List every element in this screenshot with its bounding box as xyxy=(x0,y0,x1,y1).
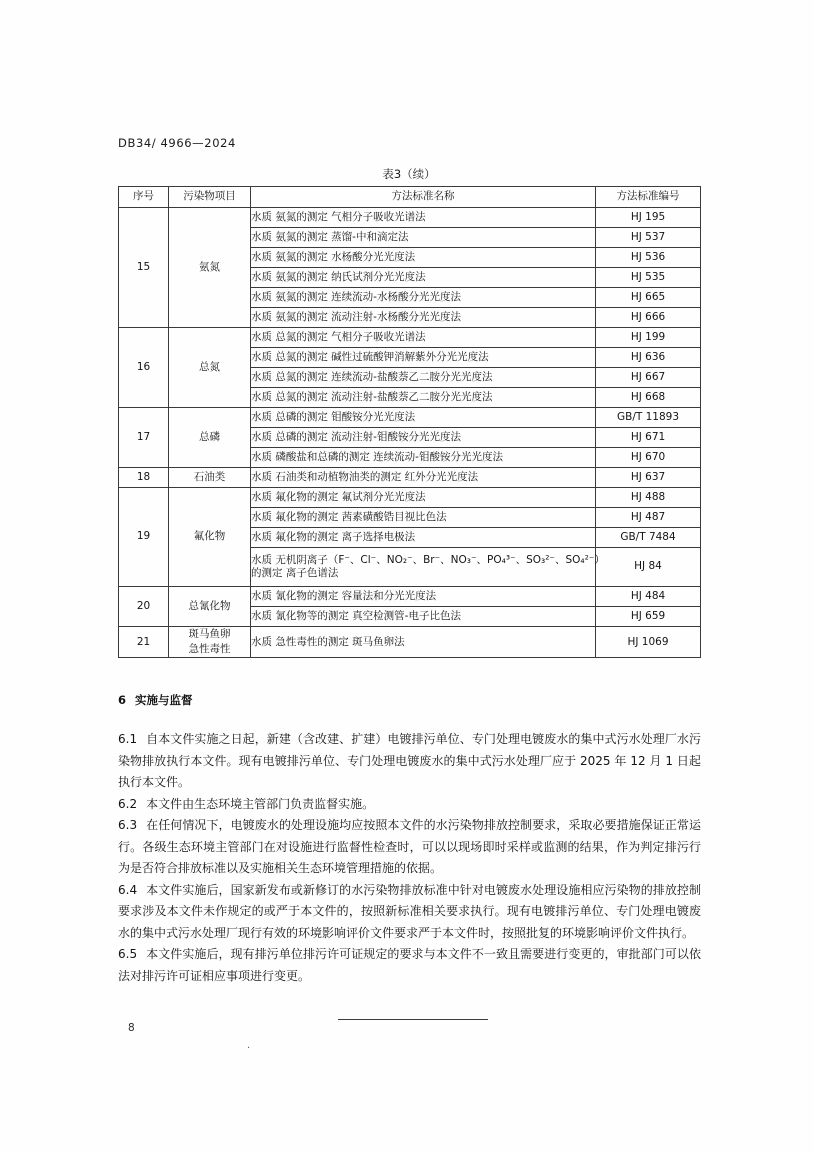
cell-method-code: HJ 84 xyxy=(596,548,701,587)
cell-method-code: HJ 536 xyxy=(596,248,701,268)
clause-text: 本文件由生态环境主管部门负责监督实施。 xyxy=(146,796,375,811)
cell-method-code: HJ 665 xyxy=(596,288,701,308)
method-standards-table xyxy=(118,186,701,658)
cell-method-name: 水质 氨氮的测定 水杨酸分光光度法 xyxy=(251,248,596,268)
page-number: 8 xyxy=(128,1022,135,1034)
table-row xyxy=(119,488,701,508)
cell-method-name: 水质 氨氮的测定 气相分子吸收光谱法 xyxy=(251,208,596,228)
clause-number: 6.5 xyxy=(118,947,138,961)
cell-method-name: 水质 石油类和动植物油类的测定 红外分光光度法 xyxy=(251,468,596,488)
clause-paragraph xyxy=(118,944,701,987)
cell-method-name: 水质 总氮的测定 碱性过硫酸钾消解紫外分光光度法 xyxy=(251,348,596,368)
clause-number: 6.2 xyxy=(118,796,138,811)
clause-paragraph xyxy=(118,880,701,945)
footer-rule xyxy=(338,1019,488,1020)
cell-method-name: 水质 氨氮的测定 纳氏试剂分光光度法 xyxy=(251,268,596,288)
clause-text: 本文件实施后，国家新发布或新修订的水污染物排放标准中针对电镀废水处理设施相应污染物的排放控制要求涉及本文件未作规定的或严于本文件的，按照新标准相关要求执行。现有电镀排污单位、专门处理电镀废水的集中式污水处理厂现行有效的环境影响评价文件要求严于本文件时，按照批复的环境影响评价文件执行。 xyxy=(118,882,701,940)
clause-text: 自本文件实施之日起，新建（含改建、扩建）电镀排污单位、专门处理电镀废水的集中式污水处理厂水污染物排放执行本文件。现有电镀排污单位、专门处理电镀废水的集中式污水处理厂应于 2025 年 12 月 1 日起执行本文件。 xyxy=(118,732,701,789)
cell-method-code: HJ 637 xyxy=(596,468,701,488)
table-header-row xyxy=(119,187,701,208)
cell-method-code: HJ 535 xyxy=(596,268,701,288)
column-header-method-code: 方法标准编号 xyxy=(596,187,701,208)
section-title: 实施与监督 xyxy=(135,693,193,707)
cell-method-code: HJ 537 xyxy=(596,228,701,248)
cell-sequence-number: 16 xyxy=(119,328,169,408)
table-row xyxy=(119,408,701,428)
section-number: 6 xyxy=(118,693,127,707)
cell-method-name: 水质 总氮的测定 流动注射-盐酸萘乙二胺分光光度法 xyxy=(251,388,596,408)
cell-method-name: 水质 总氮的测定 连续流动-盐酸萘乙二胺分光光度法 xyxy=(251,368,596,388)
cell-method-name: 水质 氟化物的测定 氟试剂分光光度法 xyxy=(251,488,596,508)
clause-paragraph xyxy=(118,794,701,816)
cell-method-name: 水质 磷酸盐和总磷的测定 连续流动-钼酸铵分光光度法 xyxy=(251,448,596,468)
column-header-item: 污染物项目 xyxy=(169,187,251,208)
clause-paragraph xyxy=(118,729,701,794)
cell-method-name: 水质 总磷的测定 钼酸铵分光光度法 xyxy=(251,408,596,428)
cell-pollutant-item: 氟化物 xyxy=(169,488,251,587)
cell-pollutant-item: 总磷 xyxy=(169,408,251,468)
table-caption: 表3（续） xyxy=(382,167,436,181)
cell-method-name: 水质 氨氮的测定 蒸馏-中和滴定法 xyxy=(251,228,596,248)
cell-method-name xyxy=(251,548,605,587)
section-heading xyxy=(118,692,193,708)
table-row xyxy=(119,468,701,488)
cell-method-code: GB/T 7484 xyxy=(596,528,701,548)
cell-pollutant-item xyxy=(169,627,251,658)
cell-method-code: HJ 487 xyxy=(596,508,701,528)
clause-number: 6.1 xyxy=(118,732,138,746)
cell-method-name: 水质 氟化物的测定 茜素磺酸锆目视比色法 xyxy=(251,508,596,528)
cell-sequence-number: 15 xyxy=(119,208,169,328)
cell-method-name: 水质 急性毒性的测定 斑马鱼卵法 xyxy=(251,627,596,658)
running-header-standard-id: DB34/ 4966—2024 xyxy=(118,136,236,150)
cell-method-code: HJ 667 xyxy=(596,368,701,388)
section-body xyxy=(118,729,701,987)
cell-sequence-number: 21 xyxy=(119,627,169,658)
cell-method-code: HJ 1069 xyxy=(596,627,701,658)
column-header-no: 序号 xyxy=(119,187,169,208)
cell-method-code: HJ 488 xyxy=(596,488,701,508)
cell-method-name: 水质 总磷的测定 流动注射-钼酸铵分光光度法 xyxy=(251,428,596,448)
cell-method-code: HJ 668 xyxy=(596,388,701,408)
cell-sequence-number: 20 xyxy=(119,587,169,627)
clause-text: 在任何情况下，电镀废水的处理设施均应按照本文件的水污染物排放控制要求，采取必要措施保证正常运行。各级生态环境主管部门在对设施进行监督性检查时，可以以现场即时采样或监测的结果，作为判定排污行为是否符合排放标准以及实施相关生态环境管理措施的依据。 xyxy=(118,818,701,875)
cell-method-name: 水质 氟化物的测定 离子选择电极法 xyxy=(251,528,596,548)
table-row xyxy=(119,587,701,607)
cell-method-code: HJ 195 xyxy=(596,208,701,228)
cell-method-name: 水质 氨氮的测定 流动注射-水杨酸分光光度法 xyxy=(251,308,596,328)
footer-mark: . xyxy=(247,1040,251,1051)
cell-method-code: HJ 636 xyxy=(596,348,701,368)
cell-pollutant-item: 总氮 xyxy=(169,328,251,408)
cell-sequence-number: 17 xyxy=(119,408,169,468)
cell-pollutant-item: 氨氮 xyxy=(169,208,251,328)
pollutant-item-line1: 斑马鱼卵 xyxy=(188,628,231,640)
table-row xyxy=(119,328,701,348)
cell-method-code: HJ 484 xyxy=(596,587,701,607)
method-name-line2: 的测定 离子色谱法 xyxy=(251,567,339,579)
cell-method-code: HJ 666 xyxy=(596,308,701,328)
clause-text: 本文件实施后，现有排污单位排污许可证规定的要求与本文件不一致且需要进行变更的，审批部门可以依法对排污许可证相应事项进行变更。 xyxy=(118,947,701,983)
cell-method-name: 水质 氨氮的测定 连续流动-水杨酸分光光度法 xyxy=(251,288,596,308)
cell-method-name: 水质 氰化物的测定 容量法和分光光度法 xyxy=(251,587,596,607)
cell-pollutant-item: 石油类 xyxy=(169,468,251,488)
table-row xyxy=(119,208,701,228)
method-name-line1: 水质 无机阴离子（F⁻、Cl⁻、NO₂⁻、Br⁻、NO₃⁻、PO₄³⁻、SO₃²⁻、SO₄²⁻） xyxy=(251,553,605,566)
cell-method-code: HJ 671 xyxy=(596,428,701,448)
cell-method-code: HJ 199 xyxy=(596,328,701,348)
pollutant-item-line2: 急性毒性 xyxy=(188,643,231,656)
clause-paragraph xyxy=(118,815,701,880)
cell-method-name: 水质 氰化物等的测定 真空检测管-电子比色法 xyxy=(251,607,596,627)
cell-method-code: GB/T 11893 xyxy=(596,408,701,428)
clause-number: 6.3 xyxy=(118,818,138,832)
cell-pollutant-item: 总氰化物 xyxy=(169,587,251,627)
clause-number: 6.4 xyxy=(118,882,138,897)
cell-method-name: 水质 总氮的测定 气相分子吸收光谱法 xyxy=(251,328,596,348)
cell-method-code: HJ 670 xyxy=(596,448,701,468)
table-row xyxy=(119,627,701,658)
cell-sequence-number: 19 xyxy=(119,488,169,587)
cell-method-code: HJ 659 xyxy=(596,607,701,627)
column-header-method-name: 方法标准名称 xyxy=(251,187,596,208)
cell-sequence-number: 18 xyxy=(119,468,169,488)
